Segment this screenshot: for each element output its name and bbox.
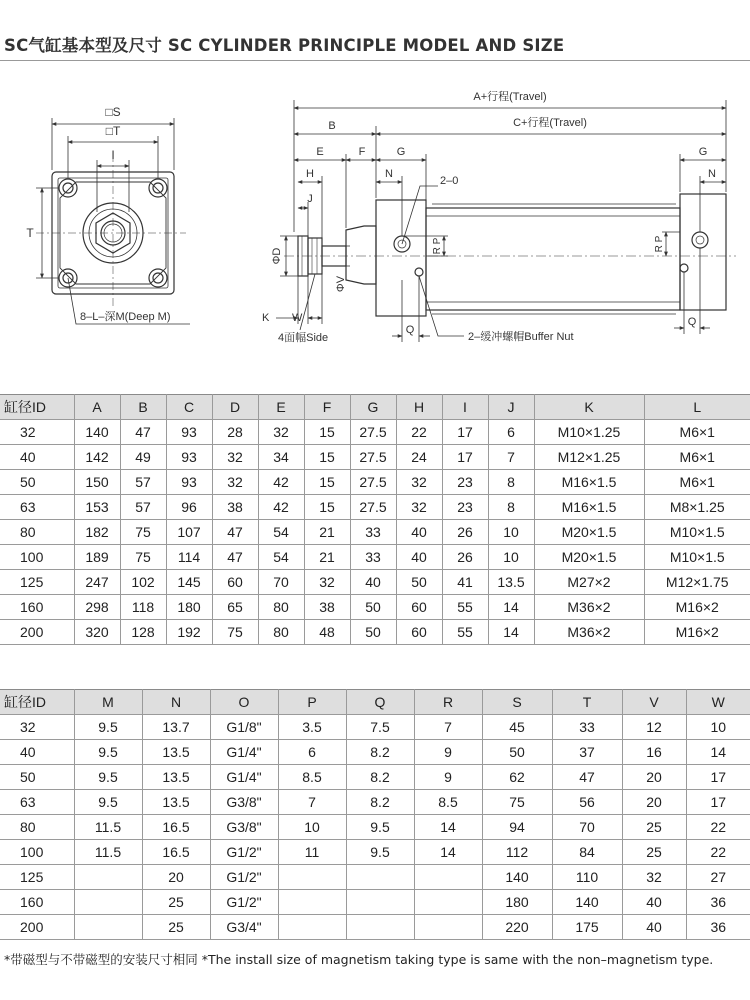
table2-cell: 45 <box>482 715 552 740</box>
label-C-travel: C+行程(Travel) <box>513 117 587 129</box>
table2-cell: 32 <box>0 715 74 740</box>
label-buffer-nut: 2–缓冲螺帽Buffer Nut <box>468 331 574 343</box>
table1-cell: 32 <box>0 420 74 445</box>
table2-cell: 14 <box>414 840 482 865</box>
table1-row <box>0 470 750 495</box>
table2-cell <box>278 865 346 890</box>
table1-cell: 54 <box>258 520 304 545</box>
table1-header-cell: I <box>442 395 488 420</box>
table1-cell: 145 <box>166 570 212 595</box>
table2-cell: 100 <box>0 840 74 865</box>
table2-cell: 22 <box>686 840 750 865</box>
table1-cell: 80 <box>258 595 304 620</box>
table1-cell: 8 <box>488 495 534 520</box>
table2-cell <box>74 865 142 890</box>
label-RP-rear: R P <box>654 235 665 253</box>
table1-cell: 50 <box>350 620 396 645</box>
table2-cell: 6 <box>278 740 346 765</box>
table2-cell: 8.5 <box>414 790 482 815</box>
table1-cell: 128 <box>120 620 166 645</box>
table1-header-cell: C <box>166 395 212 420</box>
table1-header-cell: A <box>74 395 120 420</box>
table1-cell: 93 <box>166 445 212 470</box>
table1-cell: 42 <box>258 495 304 520</box>
table1-cell: 13.5 <box>488 570 534 595</box>
table2-cell: 9 <box>414 740 482 765</box>
page-title: SC气缸基本型及尺寸 SC CYLINDER PRINCIPLE MODEL AND SIZE <box>4 36 565 55</box>
table1-cell: 32 <box>396 495 442 520</box>
table1-row <box>0 545 750 570</box>
table1-cell: 32 <box>212 445 258 470</box>
table1-cell: 14 <box>488 595 534 620</box>
table1-cell: 55 <box>442 620 488 645</box>
table2-cell: 11 <box>278 840 346 865</box>
table1-cell: 38 <box>212 495 258 520</box>
table2-cell: 13.5 <box>142 740 210 765</box>
table1-cell: 75 <box>212 620 258 645</box>
title-underline <box>0 60 750 61</box>
table1-cell: 40 <box>396 520 442 545</box>
table1-cell: 7 <box>488 445 534 470</box>
table1-cell: M10×1.25 <box>534 420 644 445</box>
table1-cell: 125 <box>0 570 74 595</box>
table1-cell: 33 <box>350 545 396 570</box>
table1-cell: 54 <box>258 545 304 570</box>
table1-cell: 8 <box>488 470 534 495</box>
table1-cell: 63 <box>0 495 74 520</box>
table2-cell: 25 <box>622 815 686 840</box>
table1-cell: 160 <box>0 595 74 620</box>
table1-header-cell: E <box>258 395 304 420</box>
table1-cell: 14 <box>488 620 534 645</box>
table2-cell: 13.5 <box>142 765 210 790</box>
table2-row <box>0 715 750 740</box>
table2-cell: 11.5 <box>74 815 142 840</box>
table1-header-cell: F <box>304 395 350 420</box>
table1-cell: 60 <box>396 620 442 645</box>
table2-cell: 110 <box>552 865 622 890</box>
table1-row <box>0 620 750 645</box>
table1-cell: 80 <box>0 520 74 545</box>
table1-cell: 40 <box>396 545 442 570</box>
label-I: I <box>111 148 115 162</box>
label-D: ΦD <box>271 247 283 265</box>
table2-cell: 125 <box>0 865 74 890</box>
table2-cell: 9.5 <box>74 740 142 765</box>
table2-cell: 37 <box>552 740 622 765</box>
table2-cell: 25 <box>622 840 686 865</box>
table1-cell: 140 <box>74 420 120 445</box>
table1-cell: 10 <box>488 520 534 545</box>
table2-row <box>0 890 750 915</box>
label-B: B <box>328 120 336 132</box>
table2-cell <box>414 890 482 915</box>
label-deep-m: 8–L–深M(Deep M) <box>80 311 171 323</box>
table1-cell: 153 <box>74 495 120 520</box>
table1-cell: 100 <box>0 545 74 570</box>
table2-row <box>0 840 750 865</box>
table2-cell: 50 <box>482 740 552 765</box>
table2-header-cell: O <box>210 690 278 715</box>
table2-cell: 75 <box>482 790 552 815</box>
table2-cell: 112 <box>482 840 552 865</box>
label-G: G <box>396 146 406 158</box>
table2-cell: 50 <box>0 765 74 790</box>
table2-cell: 200 <box>0 915 74 940</box>
table2-cell: G1/4" <box>210 765 278 790</box>
label-T-square: □T <box>105 124 121 138</box>
label-G-rear: G <box>698 146 708 158</box>
table1-header-cell: G <box>350 395 396 420</box>
table2-cell: 20 <box>622 790 686 815</box>
label-RP-front: R P <box>432 237 443 255</box>
table1-cell: M16×2 <box>644 595 750 620</box>
table1-cell: 6 <box>488 420 534 445</box>
table1-cell: 93 <box>166 420 212 445</box>
table1-cell: 142 <box>74 445 120 470</box>
table2-cell <box>414 915 482 940</box>
table2-cell: 9.5 <box>74 790 142 815</box>
table1-cell: 17 <box>442 445 488 470</box>
table1-cell: 47 <box>120 420 166 445</box>
table2-cell: 16.5 <box>142 815 210 840</box>
table1-cell: M16×1.5 <box>534 470 644 495</box>
label-H: H <box>306 168 314 180</box>
table2-cell <box>414 865 482 890</box>
table1-header-cell: B <box>120 395 166 420</box>
table2-cell: 40 <box>622 915 686 940</box>
table1-header-cell: D <box>212 395 258 420</box>
table1-cell: 26 <box>442 545 488 570</box>
dimension-table-2 <box>0 689 750 940</box>
table1-cell: 55 <box>442 595 488 620</box>
table2-cell: 56 <box>552 790 622 815</box>
table2-cell: 7 <box>278 790 346 815</box>
table2-cell: 32 <box>622 865 686 890</box>
table1-cell: 50 <box>0 470 74 495</box>
table1-cell: M36×2 <box>534 595 644 620</box>
table2-cell: 63 <box>0 790 74 815</box>
table1-cell: 28 <box>212 420 258 445</box>
table2-cell: 9.5 <box>346 840 414 865</box>
table1-cell: 32 <box>212 470 258 495</box>
table2-cell: 62 <box>482 765 552 790</box>
table1-cell: 41 <box>442 570 488 595</box>
table2-cell: 14 <box>414 815 482 840</box>
table2-cell: G1/4" <box>210 740 278 765</box>
table2-cell <box>346 865 414 890</box>
table2-header-cell: W <box>686 690 750 715</box>
label-F: F <box>358 146 366 158</box>
table2-cell: 9 <box>414 765 482 790</box>
table2-cell: 9.5 <box>346 815 414 840</box>
table2-cell: 14 <box>686 740 750 765</box>
table1-header-cell: K <box>534 395 644 420</box>
table2-cell: 9.5 <box>74 715 142 740</box>
table1-cell: M6×1 <box>644 445 750 470</box>
table1-cell: 247 <box>74 570 120 595</box>
table2-cell: 36 <box>686 915 750 940</box>
table1-cell: 21 <box>304 545 350 570</box>
table1-cell: M16×1.5 <box>534 495 644 520</box>
table1-cell: 200 <box>0 620 74 645</box>
label-K: K <box>262 312 270 324</box>
table2-cell: G3/4" <box>210 915 278 940</box>
table1-cell: 182 <box>74 520 120 545</box>
table2-cell: G1/2" <box>210 890 278 915</box>
table2-cell: 17 <box>686 790 750 815</box>
table2-cell: 22 <box>686 815 750 840</box>
table1-cell: 27.5 <box>350 495 396 520</box>
table2-cell: 80 <box>0 815 74 840</box>
table1-header-cell: J <box>488 395 534 420</box>
table1-cell: M8×1.25 <box>644 495 750 520</box>
table2-cell: 11.5 <box>74 840 142 865</box>
table1-cell: 23 <box>442 470 488 495</box>
table1-cell: 189 <box>74 545 120 570</box>
table1-cell: 80 <box>258 620 304 645</box>
table1-cell: 48 <box>304 620 350 645</box>
table2-cell: 16 <box>622 740 686 765</box>
label-J: J <box>307 193 313 205</box>
table1-cell: 50 <box>396 570 442 595</box>
table2-header-cell: P <box>278 690 346 715</box>
table1-row <box>0 445 750 470</box>
table1-cell: 27.5 <box>350 445 396 470</box>
table1-cell: 180 <box>166 595 212 620</box>
table2-cell: G1/2" <box>210 865 278 890</box>
table1-cell: 107 <box>166 520 212 545</box>
table1-cell: 38 <box>304 595 350 620</box>
table1-cell: 32 <box>396 470 442 495</box>
table2-cell: 175 <box>552 915 622 940</box>
table2-cell: 25 <box>142 915 210 940</box>
table2-cell: 12 <box>622 715 686 740</box>
table2-cell: 220 <box>482 915 552 940</box>
table2-cell: 180 <box>482 890 552 915</box>
table2-cell: 3.5 <box>278 715 346 740</box>
table2-cell <box>346 890 414 915</box>
table1-cell: 26 <box>442 520 488 545</box>
table1-cell: 75 <box>120 520 166 545</box>
table1-cell: 27.5 <box>350 470 396 495</box>
table2-header-cell: R <box>414 690 482 715</box>
label-T: T <box>26 226 34 240</box>
table1-row <box>0 570 750 595</box>
table2-cell: 8.2 <box>346 740 414 765</box>
footnote: *带磁型与不带磁型的安装尺寸相同 *The install size of magnetism taking type is same with the non–magnetism type. <box>4 952 714 967</box>
table1-cell: M27×2 <box>534 570 644 595</box>
label-A-travel: A+行程(Travel) <box>473 91 547 103</box>
table1-cell: 320 <box>74 620 120 645</box>
label-2-0: 2–0 <box>440 175 459 187</box>
table1-cell: 60 <box>396 595 442 620</box>
table1-cell: 49 <box>120 445 166 470</box>
table1-cell: 15 <box>304 495 350 520</box>
table2-header-cell: V <box>622 690 686 715</box>
table2-cell: 94 <box>482 815 552 840</box>
table2-cell <box>278 915 346 940</box>
table2-header-cell: M <box>74 690 142 715</box>
table1-cell: M12×1.25 <box>534 445 644 470</box>
table1-cell: 57 <box>120 470 166 495</box>
table1-header-row <box>0 395 750 420</box>
table1-cell: 96 <box>166 495 212 520</box>
table2-cell: 9.5 <box>74 765 142 790</box>
table2-cell: 140 <box>552 890 622 915</box>
label-E: E <box>316 146 324 158</box>
table1-header-cell: L <box>644 395 750 420</box>
table2-cell: 16.5 <box>142 840 210 865</box>
table2-cell: 20 <box>142 865 210 890</box>
table2-row <box>0 815 750 840</box>
label-S: □S <box>105 105 121 119</box>
table2-cell: 140 <box>482 865 552 890</box>
table2-cell: 33 <box>552 715 622 740</box>
front-view <box>36 154 186 307</box>
table2-row <box>0 740 750 765</box>
label-W: W <box>292 312 303 324</box>
label-V: ΦV <box>335 275 347 293</box>
table1-cell: 32 <box>304 570 350 595</box>
table2-cell: 36 <box>686 890 750 915</box>
side-view <box>284 194 736 316</box>
table2-cell: 40 <box>622 890 686 915</box>
table2-cell: 8.5 <box>278 765 346 790</box>
table1-cell: M36×2 <box>534 620 644 645</box>
table2-header-row <box>0 690 750 715</box>
dimension-table-1 <box>0 394 750 645</box>
table1-cell: 298 <box>74 595 120 620</box>
table2-cell: G3/8" <box>210 790 278 815</box>
label-side: 4面幅Side <box>278 332 329 344</box>
table2-cell: 40 <box>0 740 74 765</box>
table2-cell: G3/8" <box>210 815 278 840</box>
table2-header-cell: N <box>142 690 210 715</box>
table2-cell: 25 <box>142 890 210 915</box>
table2-row <box>0 790 750 815</box>
table2-header-cell: T <box>552 690 622 715</box>
table2-cell: 160 <box>0 890 74 915</box>
table1-cell: M20×1.5 <box>534 545 644 570</box>
table1-cell: 40 <box>0 445 74 470</box>
table1-cell: 57 <box>120 495 166 520</box>
table1-cell: 60 <box>212 570 258 595</box>
table2-cell: G1/8" <box>210 715 278 740</box>
table1-cell: M16×2 <box>644 620 750 645</box>
table1-cell: 50 <box>350 595 396 620</box>
table1-cell: 118 <box>120 595 166 620</box>
table2-row <box>0 865 750 890</box>
table1-cell: 47 <box>212 545 258 570</box>
table2-header-cell: 缸径ID <box>0 690 74 715</box>
table1-header-cell: H <box>396 395 442 420</box>
table1-cell: 192 <box>166 620 212 645</box>
table1-cell: M10×1.5 <box>644 520 750 545</box>
table1-cell: 47 <box>212 520 258 545</box>
table1-cell: M6×1 <box>644 470 750 495</box>
table1-cell: 17 <box>442 420 488 445</box>
table2-cell: 8.2 <box>346 790 414 815</box>
table1-cell: 10 <box>488 545 534 570</box>
table1-cell: 15 <box>304 445 350 470</box>
table1-cell: M10×1.5 <box>644 545 750 570</box>
label-N-rear: N <box>708 168 716 180</box>
table2-cell: 8.2 <box>346 765 414 790</box>
table1-cell: M20×1.5 <box>534 520 644 545</box>
table1-row <box>0 495 750 520</box>
table1-cell: 24 <box>396 445 442 470</box>
table1-header-cell: 缸径ID <box>0 395 74 420</box>
table2-row <box>0 765 750 790</box>
table1-cell: 15 <box>304 420 350 445</box>
table2-cell: 10 <box>686 715 750 740</box>
table1-row <box>0 595 750 620</box>
table2-cell <box>74 915 142 940</box>
table2-cell <box>74 890 142 915</box>
table1-cell: 23 <box>442 495 488 520</box>
table1-cell: 114 <box>166 545 212 570</box>
table2-cell: G1/2" <box>210 840 278 865</box>
table1-cell: 21 <box>304 520 350 545</box>
table1-cell: M6×1 <box>644 420 750 445</box>
table1-cell: M12×1.75 <box>644 570 750 595</box>
label-Q-front: Q <box>405 324 415 336</box>
table1-cell: 27.5 <box>350 420 396 445</box>
table1-row <box>0 420 750 445</box>
table2-cell <box>278 890 346 915</box>
table1-cell: 75 <box>120 545 166 570</box>
table1-cell: 33 <box>350 520 396 545</box>
table2-cell: 13.7 <box>142 715 210 740</box>
table1-cell: 65 <box>212 595 258 620</box>
table1-cell: 93 <box>166 470 212 495</box>
table2-cell: 20 <box>622 765 686 790</box>
table1-cell: 34 <box>258 445 304 470</box>
table2-row <box>0 915 750 940</box>
table2-cell: 17 <box>686 765 750 790</box>
table2-header-cell: Q <box>346 690 414 715</box>
table2-header-cell: S <box>482 690 552 715</box>
table1-row <box>0 520 750 545</box>
table1-cell: 70 <box>258 570 304 595</box>
table2-cell: 13.5 <box>142 790 210 815</box>
table2-cell: 47 <box>552 765 622 790</box>
table2-cell: 27 <box>686 865 750 890</box>
table1-cell: 22 <box>396 420 442 445</box>
label-Q-rear: Q <box>687 316 697 328</box>
table2-cell: 10 <box>278 815 346 840</box>
table1-cell: 32 <box>258 420 304 445</box>
table1-cell: 102 <box>120 570 166 595</box>
table2-cell: 84 <box>552 840 622 865</box>
cylinder-drawing <box>0 62 750 382</box>
table2-cell: 7.5 <box>346 715 414 740</box>
table2-cell <box>346 915 414 940</box>
table1-cell: 42 <box>258 470 304 495</box>
label-N: N <box>385 168 393 180</box>
table1-cell: 40 <box>350 570 396 595</box>
table1-cell: 150 <box>74 470 120 495</box>
table2-cell: 7 <box>414 715 482 740</box>
table2-cell: 70 <box>552 815 622 840</box>
table1-cell: 15 <box>304 470 350 495</box>
